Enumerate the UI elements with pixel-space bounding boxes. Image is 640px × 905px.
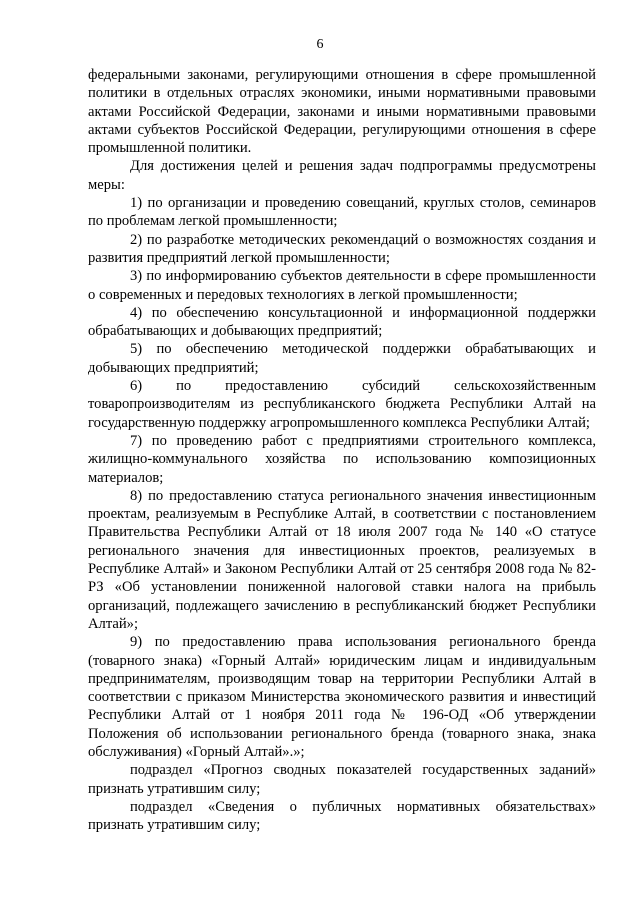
page-number: 6 [316, 37, 324, 52]
paragraph-measure-2: 2) по разработке методических рекомендаций о возможностях создания и развития предприятий легкой промышленности; [88, 231, 596, 266]
paragraph-subsection-forecast: подраздел «Прогноз сводных показателей государственных заданий» признать утратившим силу; [88, 762, 596, 797]
paragraph-measure-1: 1) по организации и проведению совещаний, круглых столов, семинаров по проблемам легкой промышленности; [88, 195, 596, 230]
paragraph-subsection-obligations: подраздел «Сведения о публичных нормативных обязательствах» признать утратившим силу; [88, 798, 596, 834]
paragraph-measures-heading: Для достижения целей и решения задач подпрограммы предусмотрены меры: [88, 158, 596, 193]
paragraph-measure-9: 9) по предоставлению права использования регионального бренда (товарного знака) «Горный Алтай» юридическим лицам и индивидуальным предпринимателям, производящим товар на территории Республики Алтай в соответствии с приказом Министерства экономического развития и инвестиций Республики Алтай от 1 ноября 2011 года № 196-ОД «Об утверждении Положения об использовании регионального бренда (товарного знака, знака обслуживания) «Горный Алтай».»; [88, 634, 596, 760]
paragraph-measure-5: 5) по обеспечению методической поддержки обрабатывающих и добывающих предприятий; [88, 341, 596, 376]
paragraph-measure-6: 6) по предоставлению субсидий сельскохозяйственным товаропроизводителям из республиканского бюджета Республики Алтай на государственную поддержку агропромышленного комплекса Республики Алтай; [88, 378, 596, 431]
paragraph-measure-8: 8) по предоставлению статуса регионального значения инвестиционным проектам, реализуемым в Республике Алтай, в соответствии с постановлением Правительства Республики Алтай от 18 июля 2007 года № 140 «О статусе регионального значения для инвестиционных проектов, реализуемых в Республике Алтай» и Законом Республики Алтай от 25 сентября 2008 года № 82-РЗ «Об установлении пониженной налоговой ставки налога на прибыль организаций, подлежащего зачислению в республиканский бюджет Республики Алтай»; [88, 487, 596, 632]
document-body [88, 66, 596, 834]
paragraph-intro-continuation: федеральными законами, регулирующими отношения в сфере промышленной политики в отдельных отраслях экономики, иными нормативными правовыми актами Российской Федерации, законами и иными нормативными правовыми актами субъектов Российской Федерации, регулирующими отношения в сфере промышленной политики. [88, 67, 596, 157]
paragraph-measure-4: 4) по обеспечению консультационной и информационной поддержки обрабатывающих и добывающих предприятий; [88, 304, 596, 340]
paragraph-measure-7: 7) по проведению работ с предприятиями строительного комплекса, жилищно-коммунального хозяйства по использованию композиционных материалов; [88, 432, 596, 486]
paragraph-measure-3: 3) по информированию субъектов деятельности в сфере промышленности о современных и передовых технологиях в легкой промышленности; [88, 268, 596, 303]
